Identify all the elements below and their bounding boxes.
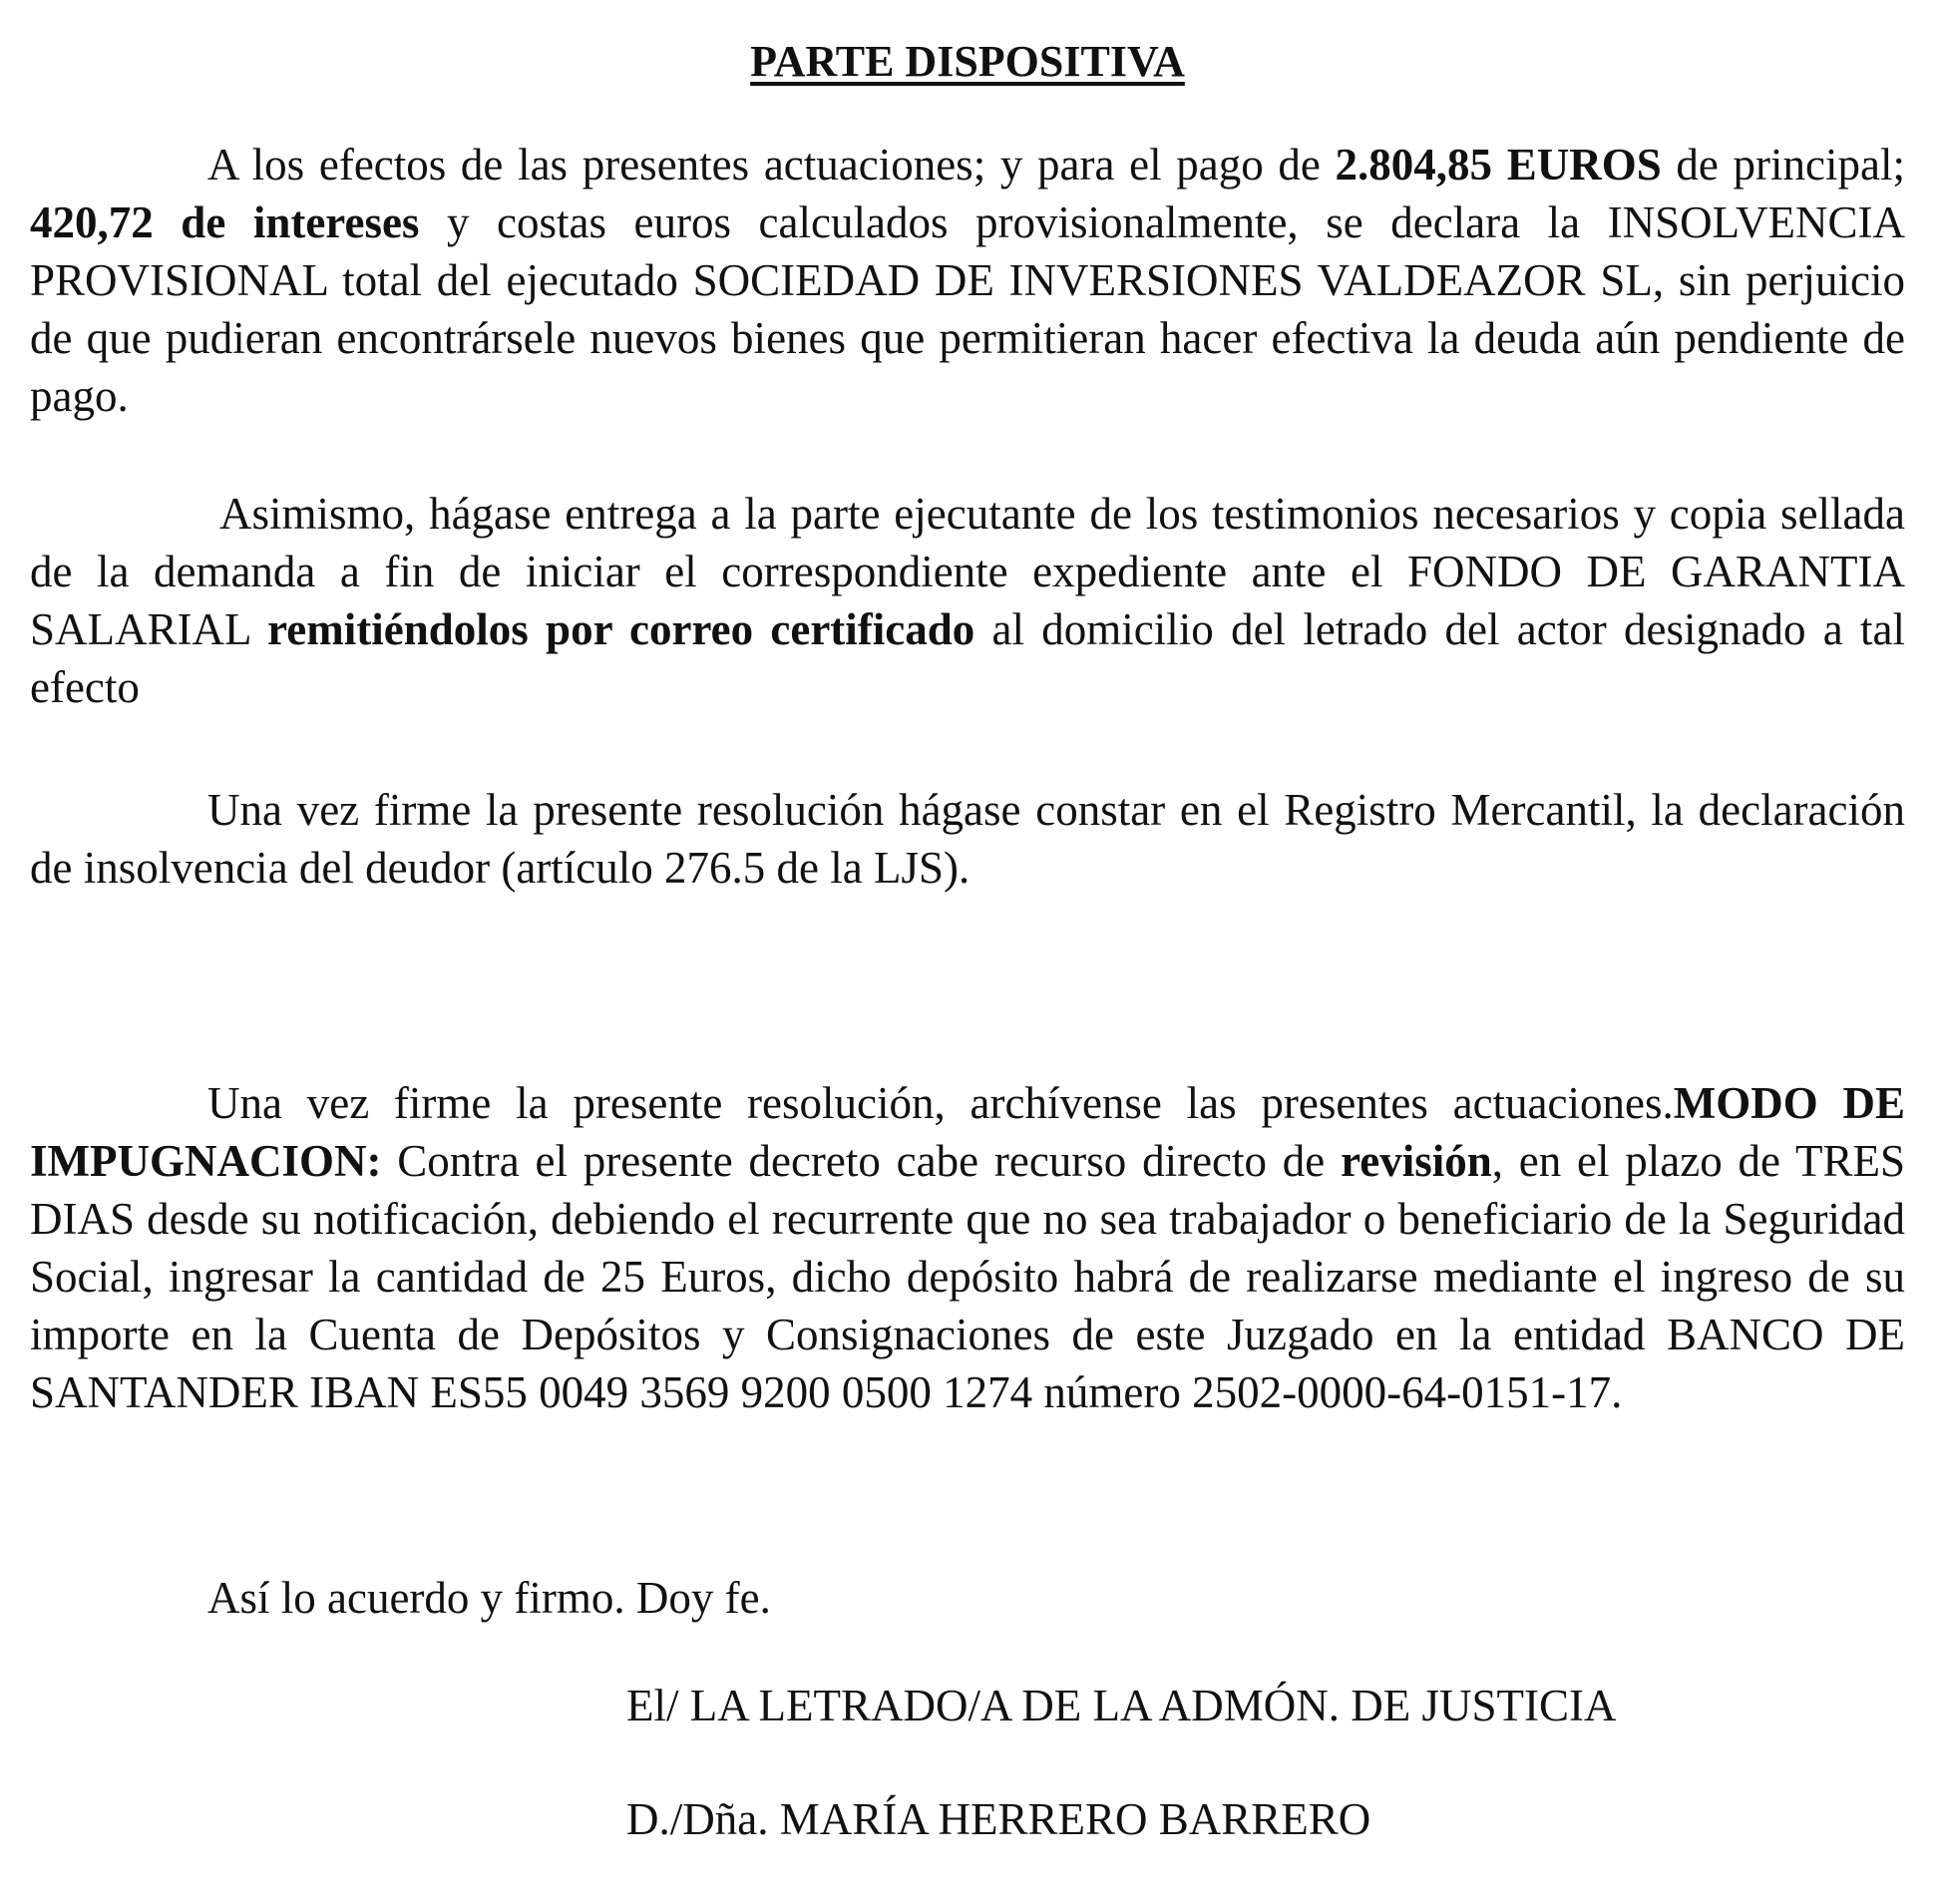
p3-text-1: Una vez firme la presente resolución hágase constar en el Registro Mercantil, la declaración de insolvencia del deudor (artículo 276.5 de la LJS). — [30, 785, 1905, 893]
p2-text-1: Asimismo, hágase entrega a la parte ejecutante de los testimonios necesarios y copia sellada de la demanda a fin de iniciar el correspondiente expediente ante el FONDO DE GARANTIA SALARIAL — [30, 489, 1905, 654]
closing-statement: Así lo acuerdo y firmo. Doy fe. — [207, 1573, 771, 1623]
p4-bold-revision: revisión — [1341, 1136, 1492, 1186]
p1-text-2: de principal; — [1661, 140, 1905, 190]
document-page — [30, 37, 1906, 1904]
paragraph-impugnacion — [30, 1074, 1905, 1421]
paragraph-registro-mercantil — [30, 781, 1905, 897]
p4-text-1: Una vez firme la presente resolución, archívense las presentes actuaciones. — [207, 1078, 1674, 1128]
p1-text-3: y costas euros calculados provisionalmente, se declara la INSOLVENCIA PROVISIONAL total del ejecutado SOCIEDAD DE INVERSIONES VALDEAZOR SL, sin perjuicio de que pudieran encontrársele nuevos bienes que permitieran hacer efectiva la deuda aún pendiente de pago. — [30, 197, 1906, 421]
document-title: PARTE DISPOSITIVA — [750, 37, 1185, 86]
paragraph-fogasa — [30, 485, 1905, 716]
p1-text-1: A los efectos de las presentes actuaciones; y para el pago de — [207, 140, 1336, 190]
p4-text-3: , en el plazo de TRES DIAS desde su notificación, debiendo el recurrente que no sea trabajador o beneficiario de la Seguridad Social, ingresar la cantidad de 25 Euros, dicho depósito habrá de realizarse mediante el ingreso de su importe en la Cuenta de Depósitos y Consignaciones de este Juzgado en la entidad BANCO DE SANTANDER IBAN ES55 0049 3569 9200 0500 1274 número 2502-0000-64-0151-17. — [30, 1136, 1905, 1417]
p2-text-2: al domicilio del letrado del actor designado a tal efecto — [30, 604, 1905, 712]
p1-amount-principal: 2.804,85 EUROS — [1335, 140, 1662, 190]
p4-bold-modo-impugnacion: MODO DE IMPUGNACION: — [30, 1078, 1905, 1186]
signature-role: El/ LA LETRADO/A DE LA ADMÓN. DE JUSTICIA — [626, 1681, 1617, 1730]
paragraph-insolvency — [30, 136, 1905, 425]
p4-text-2: Contra el presente decreto cabe recurso directo de — [381, 1136, 1342, 1186]
p2-bold-certified-mail: remitiéndolos por correo certificado — [267, 604, 975, 654]
signature-name: D./Dña. MARÍA HERRERO BARRERO — [626, 1794, 1371, 1844]
p1-amount-interest: 420,72 de intereses — [30, 197, 420, 247]
